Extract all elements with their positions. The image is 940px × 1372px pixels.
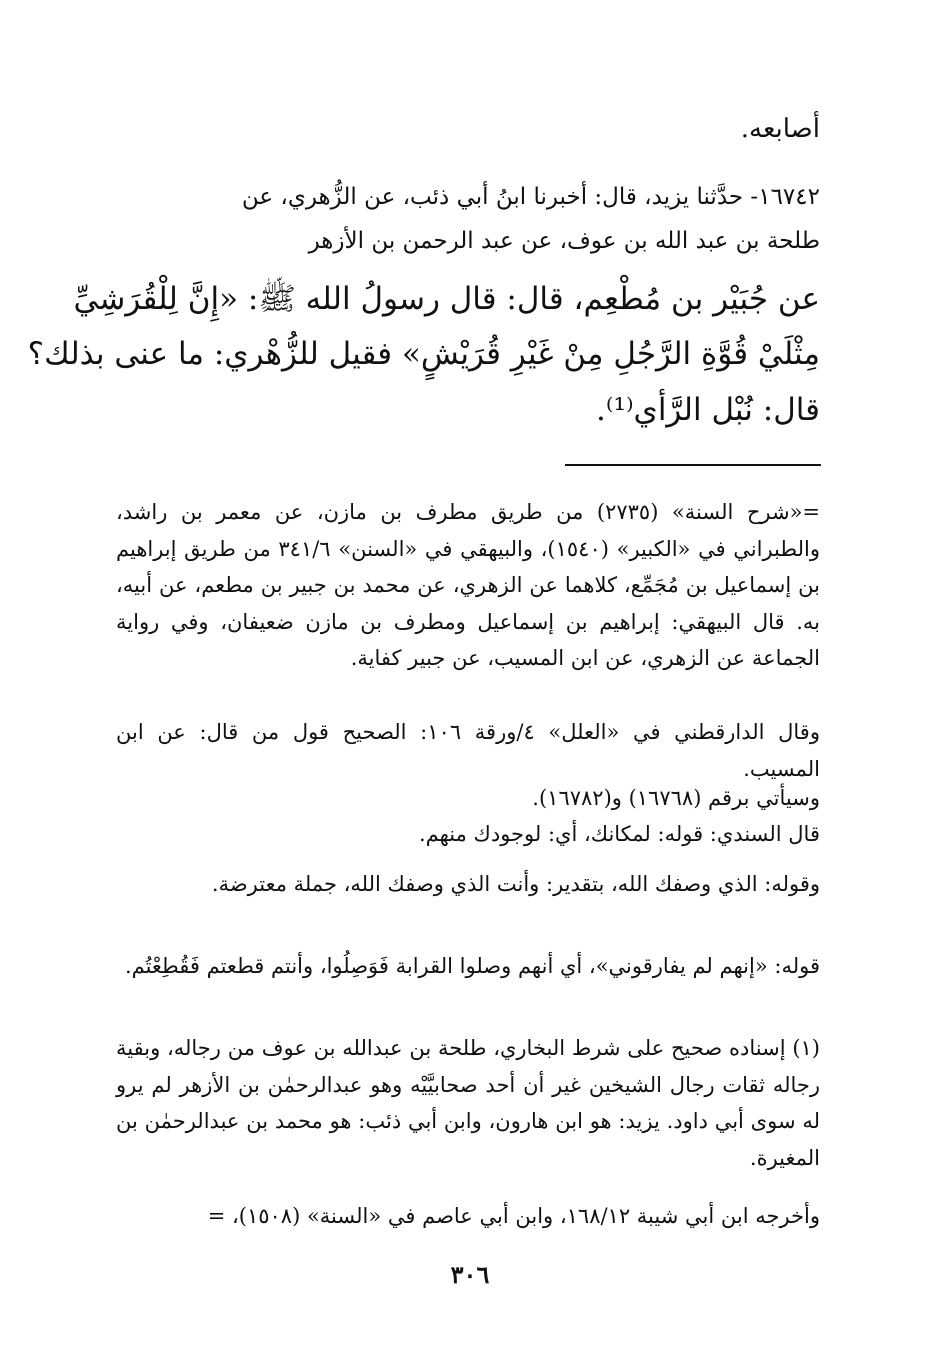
hadith-matn-line-2: مِثْلَيْ قُوَّةِ الرَّجُلِ مِنْ غَيْرِ قُرَيْشٍ» فقيل للزُّهْري: ما عنى بذلك؟	[27, 336, 820, 372]
footnote-1-isnad-grading: (١) إسناده صحيح على شرط البخاري، طلحة بن عبدالله بن عوف من رجاله، وبقية رجاله ثقات رجال الشيخين غير أن أحد صحابيَّيْه وهو عبدالرحمٰن بن الأزهر لم يرو له سوى أبي داود. يزيد: هو ابن هارون، وابن أبي ذئب: هو محمد بن عبدالرحمٰن بن المغيرة.	[116, 1036, 820, 1170]
footnote-sindi-comment-3: قوله: «إنهم لم يفارقوني»، أي أنهم وصلوا القرابة فَوَصِلُوا، وأنتم قطعتم فَقُطِعْتُم.	[124, 954, 820, 978]
page-number: ٣٠٦	[450, 1260, 490, 1289]
footnote-separator	[565, 464, 821, 466]
hadith-matn-line-1: عن جُبَيْر بن مُطْعِم، قال: قال رسولُ الله ﷺ: «إِنَّ لِلْقُرَشِيِّ	[73, 281, 820, 317]
previous-hadith-ending: أصابعه.	[740, 114, 820, 144]
footnote-sindi-comment-2: وقوله: الذي وصفك الله، بتقدير: وأنت الذي وصفك الله، جملة معترضة.	[211, 872, 820, 896]
footnote-daraqutni-paragraph: وقال الدارقطني في «العلل» ٤/ورقة ١٠٦: الصحيح قول من قال: عن ابن المسيب.	[116, 720, 820, 781]
hadith-matn-line-3: قال: نُبْل الرَّأي⁽¹⁾.	[596, 392, 820, 428]
footnote-cross-reference: وسيأتي برقم (١٦٧٦٨) و(١٦٧٨٢).	[532, 786, 820, 810]
hadith-isnad-line-1: ١٦٧٤٢- حدَّثنا يزيد، قال: أخبرنا ابنُ أبي ذئب، عن الزُّهري، عن	[241, 184, 820, 210]
footnote-continued-paragraph: =«شرح السنة» (٢٧٣٥) من طريق مطرف بن مازن، عن معمر بن راشد، والطبراني في «الكبير» (١٥٤٠)، والبيهقي في «السنن» ٣٤١/٦ من طريق إبراهيم بن إسماعيل بن مُجَمِّع، كلاهما عن الزهري، عن محمد بن جبير بن مطعم، عن أبيه، به. قال البيهقي: إبراهيم بن إسماعيل ومطرف بن مازن ضعيفان، وفي رواية الجماعة عن الزهري، عن ابن المسيب، عن جبير كفاية.	[116, 500, 821, 670]
hadith-isnad-line-2: طلحة بن عبد الله بن عوف، عن عبد الرحمن بن الأزهر	[308, 228, 820, 254]
footnote-1-takhrij: وأخرجه ابن أبي شيبة ١٦٨/١٢، وابن أبي عاصم في «السنة» (١٥٠٨)، =	[207, 1204, 820, 1228]
footnote-sindi-comment: قال السندي: قوله: لمكانك، أي: لوجودك منهم.	[418, 822, 820, 846]
